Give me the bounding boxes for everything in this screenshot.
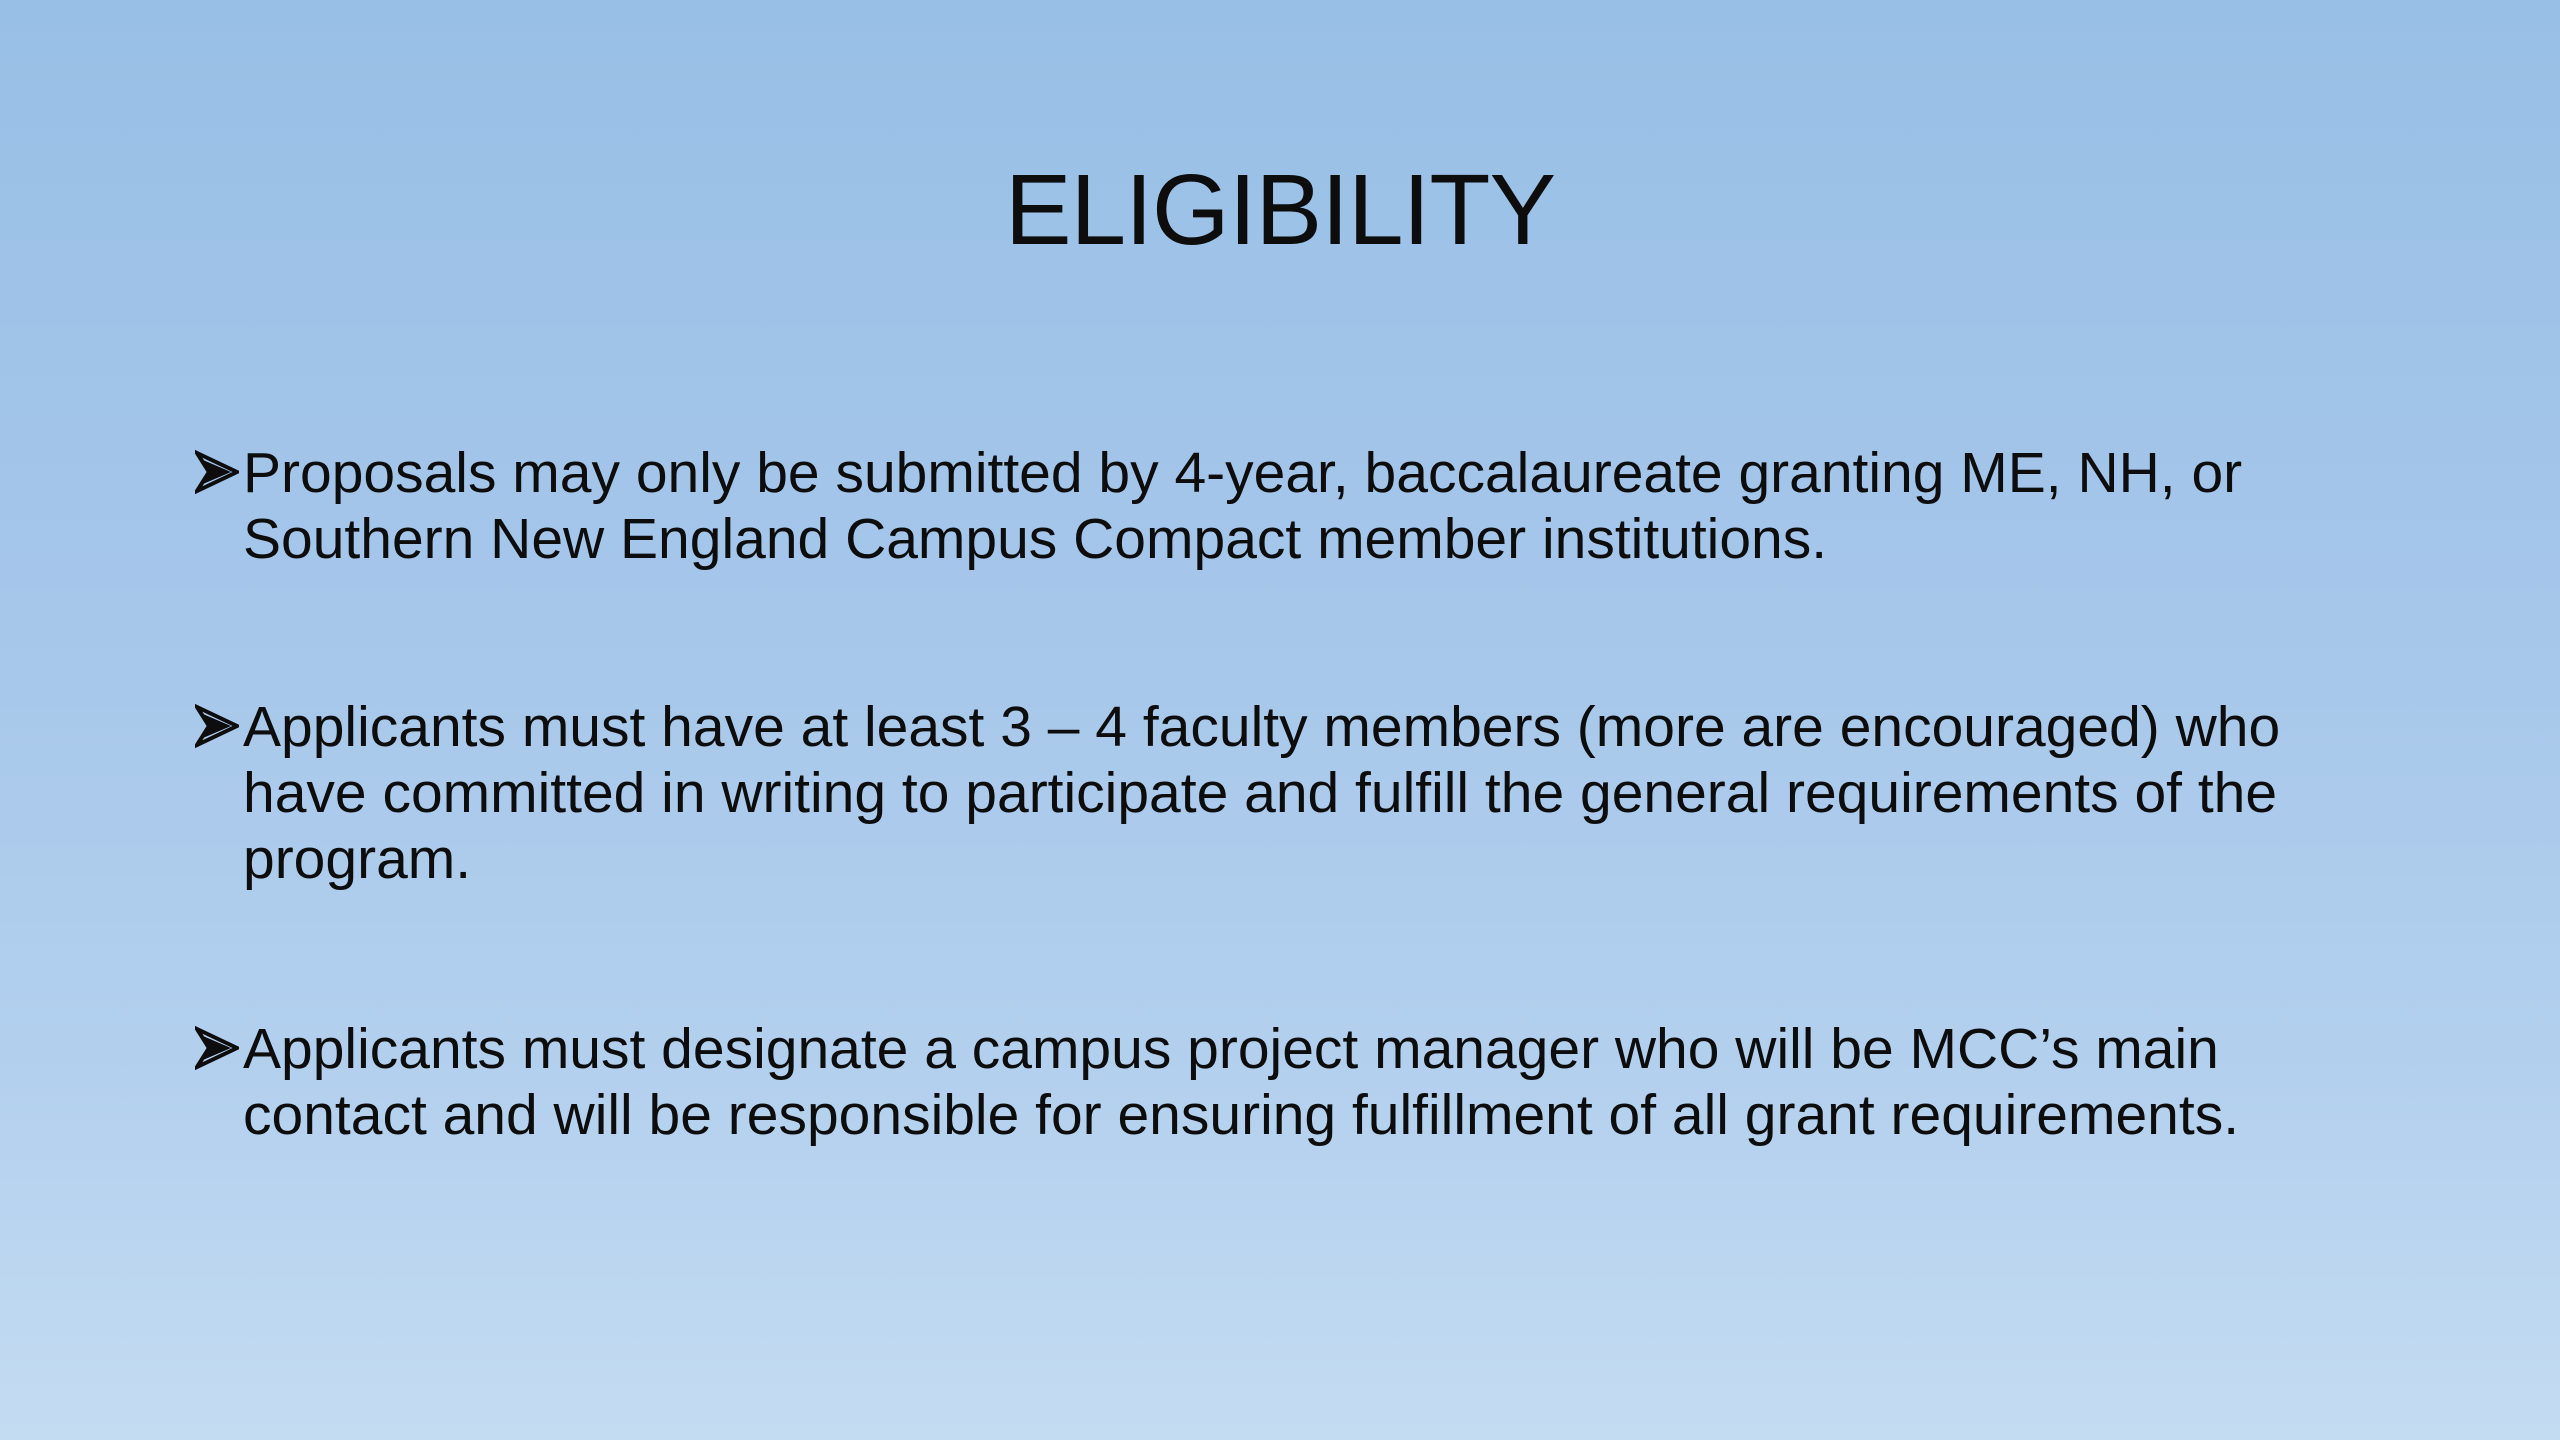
bullet-text: Proposals may only be submitted by 4-year, baccalaureate granting ME, NH, or Southern New England Campus Compact member institutions.: [243, 441, 2243, 571]
bullet-item: [195, 1016, 2345, 1148]
bullet-list: [195, 440, 2345, 1270]
slide-title: ELIGIBILITY: [1004, 154, 1556, 266]
bullet-item: [195, 440, 2345, 572]
arrowhead-bullet-icon: [195, 1026, 239, 1070]
arrowhead-bullet-icon: [195, 450, 239, 494]
bullet-text: Applicants must designate a campus project manager who will be MCC’s main contact and will be responsible for ensuring fulfillment of all grant requirements.: [243, 1017, 2240, 1147]
arrowhead-bullet-icon: [195, 704, 239, 748]
bullet-text: Applicants must have at least 3 – 4 faculty members (more are encouraged) who have committed in writing to participate and fulfill the general requirements of the program.: [243, 695, 2281, 891]
bullet-item: [195, 694, 2345, 892]
